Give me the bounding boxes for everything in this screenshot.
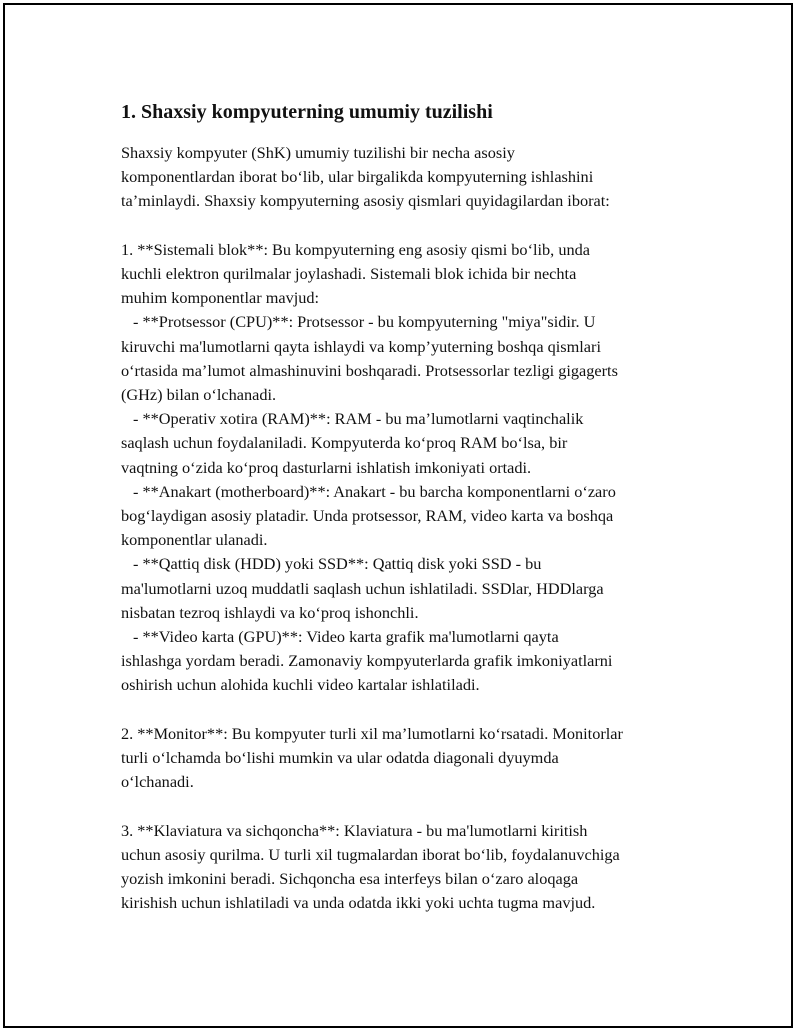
text-line: ma'lumotlarni uzoq muddatli saqlash uchun ishlatiladi. SSDlar, HDDlarga <box>121 578 604 598</box>
text-line: (GHz) bilan o‘lchanadi. <box>121 385 277 405</box>
text-line: - **Protsessor (CPU)**: Protsessor - bu kompyuterning "miya"sidir. U <box>133 312 596 332</box>
text-line: ishlashga yordam beradi. Zamonaviy kompyuterlarda grafik imkoniyatlarni <box>121 651 613 671</box>
list-item-keyboard-mouse <box>121 819 701 916</box>
text-line: komponentlar ulanadi. <box>121 530 268 550</box>
text-line: Shaxsiy kompyuter (ShK) umumiy tuzilishi bir necha asosiy <box>121 143 515 162</box>
document-title: 1. Shaxsiy kompyuterning umumiy tuzilishi <box>121 101 493 123</box>
text-line: nisbatan tezroq ishlaydi va ko‘proq ishonchli. <box>121 602 419 622</box>
text-line: oshirish uchun alohida kuchli video kartalar ishlatiladi. <box>121 675 480 695</box>
paragraph-spacer <box>121 214 701 238</box>
text-line: saqlash uchun foydalaniladi. Kompyuterda ko‘proq RAM bo‘lsa, bir <box>121 433 568 453</box>
text-line: 1. **Sistemali blok**: Bu kompyuterning eng asosiy qismi bo‘lib, unda <box>121 239 590 259</box>
subitem-disk-line <box>121 552 701 576</box>
text-line: bog‘laydigan asosiy platadir. Unda protsessor, RAM, video karta va boshqa <box>121 506 614 526</box>
text-line: ta’minlaydi. Shaxsiy kompyuterning asosiy qismlari quyidagilardan iborat: <box>121 191 610 211</box>
text-line: yozish imkonini beradi. Sichqoncha esa interfeys bilan o‘zaro aloqaga <box>121 869 579 889</box>
text-line: vaqtning o‘zida ko‘proq dasturlarni ishlatish imkoniyati ortadi. <box>121 457 532 477</box>
list-item-monitor <box>121 722 701 795</box>
text-line: - **Video karta (GPU)**: Video karta grafik ma'lumotlarni qayta <box>133 627 559 647</box>
text-line: kiruvchi ma'lumotlarni qayta ishlaydi va komp’yuterning boshqa qismlari <box>121 336 601 356</box>
paragraph-spacer <box>121 698 701 722</box>
text-line: kuchli elektron qurilmalar joylashadi. Sistemali blok ichida bir nechta <box>121 264 577 283</box>
text-line: kirishish uchun ishlatiladi va unda odatda ikki yoki uchta tugma mavjud. <box>121 893 596 913</box>
text-line: - **Operativ xotira (RAM)**: RAM - bu ma’lumotlarni vaqtinchalik <box>133 409 584 429</box>
text-line: o‘lchanadi. <box>121 772 194 792</box>
list-item-system-unit <box>121 238 701 698</box>
text-line: 3. **Klaviatura va sichqoncha**: Klaviatura - bu ma'lumotlarni kiritish <box>121 820 588 840</box>
document-content <box>121 100 701 915</box>
text-line: - **Qattiq disk (HDD) yoki SSD**: Qattiq disk yoki SSD - bu <box>133 554 542 574</box>
document-page <box>3 3 793 1028</box>
text-line: 2. **Monitor**: Bu kompyuter turli xil ma’lumotlarni ko‘rsatadi. Monitorlar <box>121 723 623 743</box>
text-line: muhim komponentlar mavjud: <box>121 288 320 308</box>
subitem-cpu-line <box>121 310 701 334</box>
text-line: turli o‘lchamda bo‘lishi mumkin va ular odatda diagonali dyuymda <box>121 748 559 768</box>
intro-paragraph <box>121 141 701 214</box>
subitem-motherboard-line <box>121 480 701 504</box>
text-line: o‘rtasida ma’lumot almashinuvini boshqaradi. Protsessorlar tezligi gigagerts <box>121 360 618 380</box>
paragraph-spacer <box>121 794 701 818</box>
text-line: uchun asosiy qurilma. U turli xil tugmalardan iborat bo‘lib, foydalanuvchiga <box>121 844 620 864</box>
text-line: - **Anakart (motherboard)**: Anakart - bu barcha komponentlarni o‘zaro <box>133 481 616 501</box>
text-line: komponentlardan iborat bo‘lib, ular birgalikda kompyuterning ishlashini <box>121 167 594 187</box>
subitem-ram-line <box>121 407 701 431</box>
subitem-gpu-line <box>121 625 701 649</box>
